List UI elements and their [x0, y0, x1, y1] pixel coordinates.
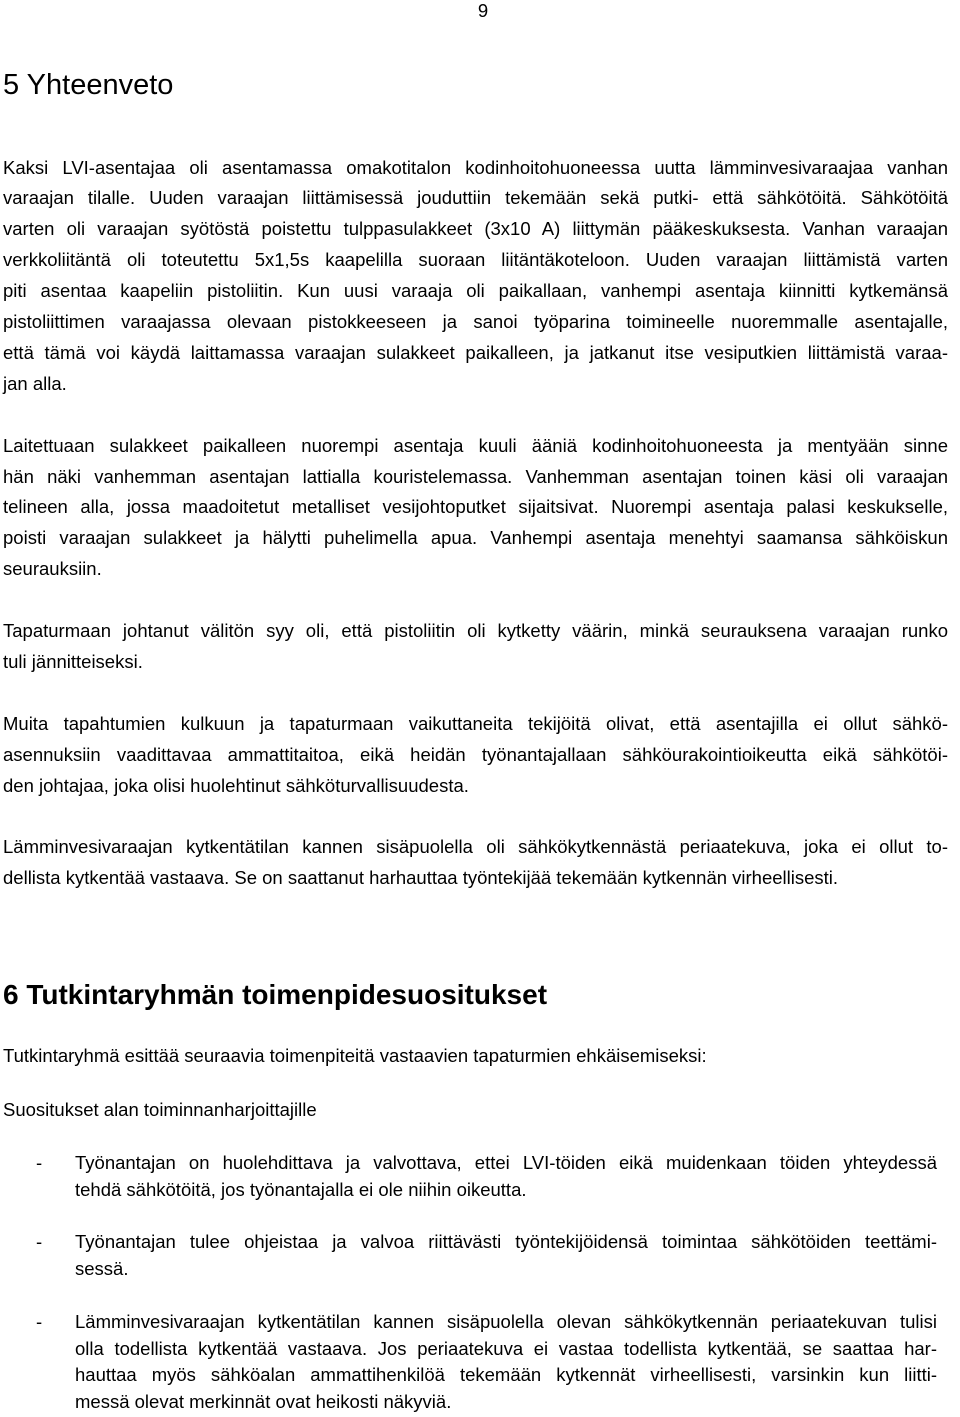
list-item-line: hauttaa myös sähköalan ammattihenkilöä tekemään kytkennät virheellisesti, varsinkin kun liitti-	[75, 1364, 937, 1386]
list-item-line: olla todellista kytkentää vastaava. Jos periaatekuva ei vastaa todellista kytkentää, se saattaa har-	[75, 1337, 937, 1359]
list-item-line: Lämminvesivaraajan kytkentätilan kannen sisäpuolella olevan sähkökytkennän periaatekuvan tulisi	[75, 1310, 937, 1332]
list-item	[0, 1229, 937, 1283]
list-item-line: sessä.	[75, 1258, 129, 1280]
list-item-line: tehdä sähkötöitä, jos työnantajalla ei ole niihin oikeutta.	[75, 1178, 527, 1200]
summary-paragraph	[3, 709, 948, 802]
paragraph-line: seurauksiin.	[3, 558, 102, 580]
paragraph-line: että tämä voi käydä laittamassa varaajan sulakkeet paikalleen, ja jatkanut itse vesiputkien liittämistä varaa-	[3, 341, 948, 363]
paragraph-line: hän näki vanhemman asentajan lattialla kouristelemassa. Vanhemman asentajan toinen käsi oli varaajan	[3, 465, 948, 487]
section-heading-summary: 5 Yhteenveto	[3, 69, 174, 101]
recommendations-subheading: Suositukset alan toiminnanharjoittajille	[3, 1099, 317, 1120]
paragraph-line: verkkoliitäntä oli toteutettu 5x1,5s kaapelilla suoraan liitäntäkoteloon. Uuden varaajan liittämistä varten	[3, 249, 948, 271]
paragraph-line: Kaksi LVI-asentajaa oli asentamassa omakotitalon kodinhoitohuoneessa uutta lämminvesivaraajaa vanhan	[3, 156, 948, 178]
paragraph-line: asennuksiin vaadittavaa ammattitaitoa, eikä heidän työnantajallaan sähköurakointioikeutta eikä sähkötöi-	[3, 743, 948, 765]
paragraph-line: piti asentaa kaapeliin pistoliitin. Kun uusi varaaja oli paikallaan, vanhempi asentaja kiinnitti kytkemänsä	[3, 280, 948, 302]
summary-paragraph	[3, 616, 948, 678]
paragraph-line: Tapaturmaan johtanut välitön syy oli, että pistoliitin oli kytketty väärin, minkä seurauksena varaajan runko	[3, 620, 948, 642]
paragraph-line: poisti varaajan sulakkeet ja hälytti puhelimella apua. Vanhempi asentaja menehtyi saamansa sähköiskun	[3, 527, 948, 549]
paragraph-line: Laitettuaan sulakkeet paikalleen nuorempi asentaja kuuli ääniä kodinhoitohuoneesta ja mentyään sinne	[3, 434, 948, 456]
page-number: 9	[477, 0, 489, 21]
dash-bullet-icon: -	[36, 1152, 43, 1173]
paragraph-line: varten oli varaajan syötöstä poistettu tulppasulakkeet (3x10 A) liittymän pääkeskuksesta. Vanhan varaajan	[3, 218, 948, 240]
summary-body	[3, 153, 948, 895]
dash-bullet-icon: -	[36, 1231, 43, 1253]
paragraph-line: telineen alla, jossa maadoitetut metalliset vesijohtoputket sijaitsivat. Nuorempi asentaja palasi keskukselle,	[3, 496, 948, 518]
summary-paragraph	[3, 431, 948, 586]
paragraph-line: varaajan tilalle. Uuden varaajan liittämisessä jouduttiin tekemään sekä putki- että sähkötöitä. Sähkötöitä	[3, 187, 948, 209]
paragraph-line: dellista kytkentää vastaava. Se on saattanut harhauttaa työntekijää tekemään kytkennän virheellisesti.	[3, 867, 839, 889]
list-item	[0, 1150, 937, 1204]
list-item-line: Työnantajan tulee ohjeistaa ja valvoa riittävästi työntekijöidensä toimintaa sähkötöiden teettämi-	[75, 1231, 937, 1253]
paragraph-line: Muita tapahtumien kulkuun ja tapaturmaan vaikuttaneita tekijöitä olivat, että asentajilla ei ollut sähkö-	[3, 712, 948, 734]
section-heading-recommendations: 6 Tutkintaryhmän toimenpidesuositukset	[3, 979, 548, 1010]
list-item-line: Työnantajan on huolehdittava ja valvottava, ettei LVI-töiden eikä muidenkaan töiden yhteydessä	[75, 1152, 937, 1173]
paragraph-line: Lämminvesivaraajan kytkentätilan kannen sisäpuolella oli sähkökytkennästä periaatekuva, joka ei ollut to-	[3, 836, 948, 858]
list-item-line: messä olevat merkinnät ovat heikosti näkyviä.	[75, 1391, 452, 1413]
dash-bullet-icon: -	[36, 1310, 43, 1332]
summary-paragraph	[3, 153, 948, 400]
paragraph-line: tuli jännitteiseksi.	[3, 650, 143, 672]
recommendations-list	[0, 1150, 960, 1416]
paragraph-line: den johtajaa, joka olisi huolehtinut sähköturvallisuudesta.	[3, 774, 469, 796]
paragraph-line: jan alla.	[3, 372, 67, 394]
list-item	[0, 1309, 937, 1416]
recommendations-intro: Tutkintaryhmä esittää seuraavia toimenpiteitä vastaavien tapaturmien ehkäisemiseksi:	[3, 1045, 707, 1066]
paragraph-line: pistoliittimen varaajassa olevaan pistokkeeseen ja sanoi työparina toimineelle nuoremmalle asentajalle,	[3, 311, 948, 333]
summary-paragraph	[3, 832, 948, 894]
